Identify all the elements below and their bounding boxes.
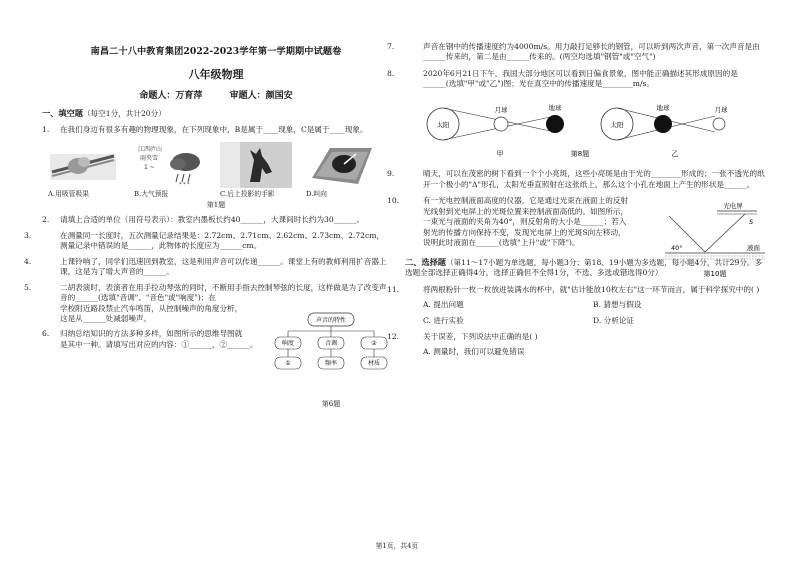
question-4 xyxy=(24,256,390,278)
subject-title: 八年级物理 xyxy=(188,67,244,81)
mind-map-node-2: 音调 xyxy=(324,339,338,347)
question-text-line: 光线射到光电屏上的光斑位置来控制液面高低的。如图所示， xyxy=(423,206,629,216)
question-text: 有一光电控制液面高度的仪器，它是通过光束在液面上的反射 xyxy=(423,196,629,206)
question-number: 8. xyxy=(387,68,395,78)
earth-label-a: 地球 xyxy=(548,103,562,112)
mind-map-root: 声音的特性 xyxy=(315,316,347,324)
question-number: 9. xyxy=(387,169,395,179)
question-text: 晴天，可以在茂密的树下看到一个个小亮斑，这些小亮斑是由于光的________形成的；一张不透光的纸开一个极小的"Δ"形孔，太阳光垂直照射在这张纸上，那么这个小孔在地面上产生的形状是______。 xyxy=(423,169,765,189)
question-text: 将两根粉针一枚一枚放进装满水的杯中，就"估计能放10枚左右"这一环节而言，属于科学探究中的( ) xyxy=(423,284,760,294)
question-number: 12. xyxy=(387,331,400,341)
figure-label-a: 甲 xyxy=(496,149,504,158)
exam-title: 南昌二十八中教育集团2022-2023学年第一学期期中试题卷 xyxy=(90,46,342,57)
sundial-picture xyxy=(306,142,378,188)
question-number: 5. xyxy=(24,282,32,292)
question-text: 在我们身边有很多有趣的物理现象，在下列现象中，B是属于____现象，C是属于____现象。 xyxy=(60,124,368,134)
question-text: 归纳总结知识的方法多种多样，如图所示的思维导图就 xyxy=(60,329,243,339)
hand-shadow-picture xyxy=(220,142,292,188)
right-column xyxy=(387,42,767,358)
figure-caption: 第8题 xyxy=(570,149,590,158)
question-text: 上课铃响了，同学们迅速回到教室，这是利用声音可以传递______。课堂上有的教师利用扩音器上课，这是为了增大声音的______。 xyxy=(60,256,387,277)
question-10-line xyxy=(387,196,659,206)
question-3 xyxy=(24,230,390,252)
weather-text-1: 江西庐山 xyxy=(138,146,163,154)
figure-caption: 第10题 xyxy=(703,270,727,279)
picture-caption-b: B.大气预报 xyxy=(134,190,169,199)
question-text: 在测量同一长度时，五次测量记录结果是：2.72cm、2.71cm、2.62cm、2.73cm、2.72cm，测量记录中错误的是______，此物体的长度应为______cm。 xyxy=(60,230,385,251)
mind-map-leaf-1: ① xyxy=(285,359,291,367)
angle-label: 40° xyxy=(671,244,683,253)
section-heading: 二、选择题 xyxy=(405,256,446,267)
question-8 xyxy=(387,68,767,90)
question-text-line: 说明此时液面在______(选填"上升"或"下降")。 xyxy=(423,238,580,248)
section-note: （第11～17小题为单选题，每小题3分；第18、19小题为多选题，每小题4分，共计29分。多选题全部选择正确得4分，选择正确但不全得1分，不选、多选或错选得0分） xyxy=(405,257,763,278)
question-1 xyxy=(42,125,390,135)
option-a[interactable]: A. 测量时，我们可以避免错误 xyxy=(423,347,525,357)
question-text: 关于误差，下列说法中正确的是( ) xyxy=(423,331,538,341)
figure-caption: 第6题 xyxy=(321,399,341,408)
figure-label-b: 乙 xyxy=(671,149,679,158)
sun-label-b: 太阳 xyxy=(610,120,624,129)
question-5 xyxy=(24,282,390,304)
picture-caption-c: C.后上投影的手影 xyxy=(220,190,275,199)
question-number: 1. xyxy=(42,124,50,134)
sun-label-a: 太阳 xyxy=(436,120,450,129)
q5-continued xyxy=(42,304,274,325)
option-a[interactable]: A. 提出问题 xyxy=(423,300,464,310)
reviewer-label: 审题人：颜国安 xyxy=(229,90,293,101)
left-column xyxy=(24,34,390,408)
question-text-line: 射光的传播方向保持不变，发现光电屏上的光斑S向左移动， xyxy=(423,227,626,237)
question-number: 7. xyxy=(387,42,395,51)
q10-text xyxy=(387,196,659,248)
svg-text:* * *: * * * xyxy=(179,182,190,189)
spot-s-label: S xyxy=(749,218,754,227)
mind-map-diagram xyxy=(272,311,390,391)
option-b[interactable]: B. 猜想与假设 xyxy=(593,300,642,310)
question-number: 6. xyxy=(42,329,50,339)
q1-pictures xyxy=(48,142,378,188)
question-7 xyxy=(387,42,767,63)
page-footer: 第1页，共4页 xyxy=(375,541,419,550)
q11-options-row-1 xyxy=(405,300,767,310)
mind-map-node-1: 响度 xyxy=(281,339,295,347)
question-11 xyxy=(387,284,767,295)
question-number: 3. xyxy=(24,230,32,240)
moon-label-a: 月球 xyxy=(494,105,508,114)
section-fill-in xyxy=(42,108,390,119)
option-d[interactable]: D. 分析论证 xyxy=(593,315,635,325)
mind-map-node-3: ② xyxy=(371,339,377,347)
question-9 xyxy=(387,169,767,190)
weather-text-2: 雨夹雪 xyxy=(140,155,159,163)
picture-caption-a: A.用吸管吸果 xyxy=(48,190,90,199)
author-label: 命题人：万育萍 xyxy=(139,90,203,101)
question-text-line: 是其中一种。请填写出对应的内容：①______，②______。 xyxy=(60,339,258,349)
question-2 xyxy=(42,215,390,225)
liquid-surface-label: 液面 xyxy=(747,244,760,253)
question-number: 11. xyxy=(387,284,400,294)
authors-line xyxy=(42,90,390,102)
section-heading: 一、填空题 xyxy=(42,108,83,119)
question-text-line: 一束光与液面的夹角为40°，则反射角的大小是______；若入 xyxy=(423,217,627,227)
q1-picture-captions xyxy=(48,190,378,199)
question-text-line: 这是从______处减弱噪声。 xyxy=(60,313,152,323)
question-text: 2020年6月21日下午，我国大部分地区可以看到日偏食景象，图中能正确描述其形成原因的是______(选填"甲"或"乙")图；光在真空中的传播速度是________m/s。 xyxy=(423,68,738,89)
earth-label-b: 地球 xyxy=(656,103,670,112)
q5-q6-block xyxy=(24,282,390,408)
question-6 xyxy=(42,329,274,350)
light-reflection-diagram xyxy=(663,198,767,280)
mind-map-leaf-3: 材质 xyxy=(367,359,381,367)
question-number: 2. xyxy=(42,215,50,225)
question-text-line: 学校附近路段禁止汽车鸣笛，从控制噪声的角度分析， xyxy=(60,303,243,313)
question-number: 4. xyxy=(24,256,32,266)
moon-label-b: 月球 xyxy=(714,105,728,114)
section-note: （每空1分，共计20分） xyxy=(82,109,166,119)
figure-caption: 第1题 xyxy=(206,200,226,209)
picture-caption-d: D.叫向 xyxy=(306,190,327,199)
option-c[interactable]: C. 进行实验 xyxy=(423,315,464,325)
question-12 xyxy=(387,331,767,342)
mind-map-leaf-2: 频率 xyxy=(324,359,338,367)
q12-options xyxy=(405,347,767,357)
question-text: 二胡表演时，表演者在用手拉动琴弦的同时，不断用手指去控制琴弦的长度，这样做是为了改变声音的______(选填"音调"、"音色"或"响度")；在 xyxy=(60,282,387,303)
screen-label: 光电屏 xyxy=(723,202,743,211)
question-text: 请填上合适的单位（用符号表示）：教室内墨板长约40______，大课间时长约为30______。 xyxy=(60,215,365,225)
q11-options-row-2 xyxy=(405,316,767,326)
weather-picture xyxy=(134,142,206,188)
eclipse-diagram xyxy=(405,94,767,160)
straw-picture xyxy=(48,142,120,188)
question-number: 10. xyxy=(387,196,400,206)
question-text: 声音在钢中的传播速度约为4000m/s。用力敲打足够长的钢管，可以听到两次声音，第一次声音是由______传来的，第二是由______传来的。(两空均选填"钢管"或"空气") xyxy=(423,42,760,62)
weather-text-3: 1 ~ xyxy=(144,164,155,172)
